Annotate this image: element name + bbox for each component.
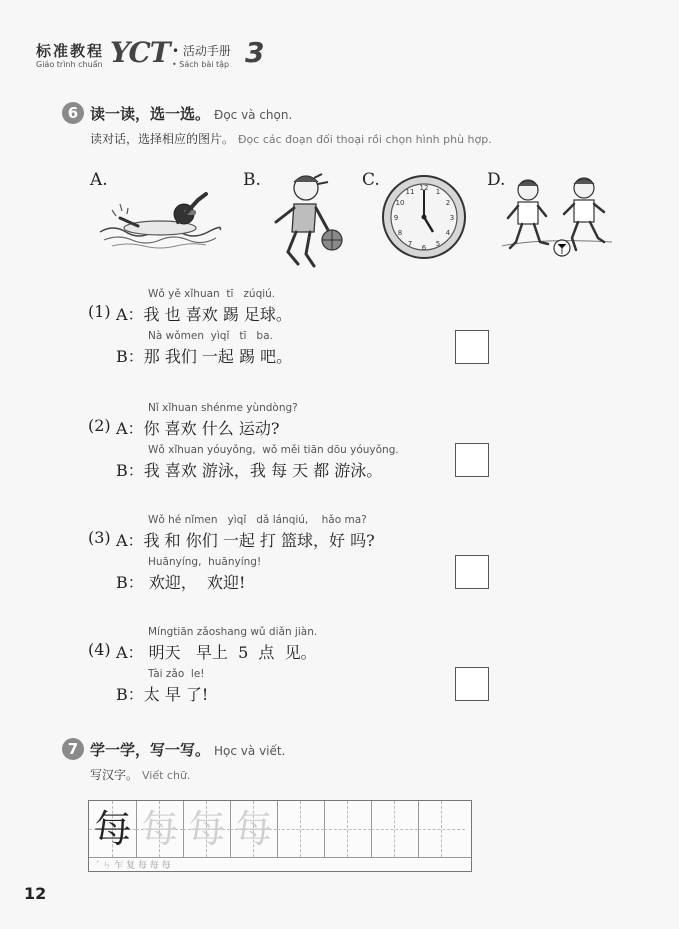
- answer-box-4[interactable]: [455, 667, 489, 701]
- answer-box-2[interactable]: [455, 443, 489, 477]
- clock-numeral: 1: [435, 188, 441, 196]
- exercise-6-instruction-cn: 读对话，选择相应的图片。: [90, 132, 235, 146]
- exercise-7-title-cn: 学一学，写一写。: [90, 741, 211, 759]
- trace-character: 每: [187, 807, 226, 851]
- dialogue-2-a-text: A：你 喜欢 什么 运动?: [116, 419, 280, 438]
- dialogue-3-number: (3): [88, 528, 111, 547]
- dialogue-2-b-pinyin: Wǒ xǐhuan yóuyǒng, wǒ měi tiān dōu yóuyǒng.: [148, 444, 399, 456]
- grid-cell[interactable]: [136, 801, 184, 857]
- dialogue-2-number: (2): [88, 416, 111, 435]
- dialogue-1-a-text: A：我 也 喜欢 踢 足球。: [116, 305, 292, 324]
- dialogue-1-b-pinyin: Nà wǒmen yìqǐ tī ba.: [148, 330, 273, 342]
- dialogue-2-a-pinyin: Nǐ xǐhuan shénme yùndòng?: [148, 402, 298, 414]
- dialogue-4-b-pinyin: Tài zǎo le!: [148, 668, 205, 680]
- clock-numeral: 12: [419, 184, 429, 192]
- dialogue-4-a-pinyin: Míngtiān zǎoshang wǔ diǎn jiàn.: [148, 626, 318, 638]
- soccer-boys-icon: [500, 176, 615, 262]
- dialogue-4-number: (4): [88, 640, 111, 659]
- level-number: 3: [245, 36, 265, 69]
- trace-character: 每: [140, 807, 179, 851]
- model-character: 每: [93, 807, 132, 851]
- dialogue-1-a-pinyin: Wǒ yě xǐhuan tī zúqiú.: [148, 288, 276, 300]
- page-number: 12: [24, 884, 47, 903]
- exercise-6-title-cn: 读一读，选一选。: [90, 105, 211, 123]
- exercise-6-title-vi: Đọc và chọn.: [214, 108, 293, 122]
- option-c-letter: C.: [362, 170, 380, 190]
- answer-box-1[interactable]: [455, 330, 489, 364]
- grid-cell[interactable]: [230, 801, 278, 857]
- exercise-7-title: [90, 739, 285, 760]
- grid-cell[interactable]: [183, 801, 231, 857]
- grid-cell[interactable]: [89, 801, 137, 857]
- clock-icon: [381, 174, 467, 260]
- exercise-7-title-vi: Học và viết.: [214, 744, 286, 758]
- clock-numeral: 4: [445, 229, 451, 237]
- dialogue-3-b-pinyin: Huānyíng, huānyíng!: [148, 556, 262, 568]
- dialogue-3-b-text: B： 欢迎， 欢迎!: [116, 573, 246, 592]
- clock-numeral: 2: [445, 199, 451, 207]
- writing-grid: [88, 800, 472, 872]
- clock-numeral: 8: [397, 229, 403, 237]
- clock-numeral: 6: [421, 244, 427, 252]
- dialogue-4-a-text: A： 明天 早上 5 点 见。: [116, 643, 317, 662]
- clock-numeral: 3: [449, 214, 455, 222]
- dialogue-1-b-text: B：那 我们 一起 踢 吧。: [116, 347, 293, 366]
- grid-cell[interactable]: [371, 801, 419, 857]
- dialogue-4-b-text: B：太 早 了!: [116, 685, 209, 704]
- book-title-cn: 标准教程: [36, 42, 105, 60]
- dialogue-1-number: (1): [88, 302, 111, 321]
- clock-numeral: 11: [405, 188, 415, 196]
- clock-numeral: 10: [395, 199, 405, 207]
- answer-box-3[interactable]: [455, 555, 489, 589]
- exercise-7-instruction-cn: 写汉字。: [90, 768, 139, 782]
- clock-numeral: 5: [435, 240, 441, 248]
- dialogue-3-a-pinyin: Wǒ hé nǐmen yìqǐ dǎ lánqiú, hǎo ma?: [148, 514, 367, 526]
- exercise-6-instruction-vi: Đọc các đoạn đối thoại rồi chọn hình phù hợp.: [238, 133, 492, 146]
- stroke-order: ˊ ㄣ 乍 复 每 每 每: [95, 861, 171, 871]
- option-a-letter: A.: [90, 170, 108, 190]
- clock-numeral: 7: [407, 240, 413, 248]
- exercise-7-instruction-vi: Viết chữ.: [142, 769, 191, 782]
- exercise-7-number: 7: [62, 738, 84, 760]
- workbook-label-vi: • Sách bài tập: [172, 60, 230, 69]
- exercise-6-instruction: [90, 130, 492, 147]
- basketball-girl-icon: [248, 172, 348, 272]
- workbook-label-cn: • 活动手册: [172, 44, 231, 58]
- exercise-6-title: [90, 103, 292, 124]
- book-title-vi: Giáo trình chuẩn: [36, 60, 103, 69]
- exercise-7-instruction: [90, 766, 190, 783]
- option-d-letter: D.: [487, 170, 506, 190]
- trace-character: 每: [234, 807, 273, 851]
- option-b-letter: B.: [243, 170, 261, 190]
- dialogue-2-b-text: B：我 喜欢 游泳，我 每 天 都 游泳。: [116, 461, 383, 480]
- grid-cell[interactable]: [277, 801, 325, 857]
- yct-logo: YCT: [110, 36, 170, 69]
- exercise-6-number: 6: [62, 102, 84, 124]
- swimmer-icon: [98, 190, 223, 250]
- clock-numeral: 9: [393, 214, 399, 222]
- grid-cell[interactable]: [418, 801, 465, 857]
- grid-cell[interactable]: [324, 801, 372, 857]
- dialogue-3-a-text: A：我 和 你们 一起 打 篮球，好 吗?: [116, 531, 375, 550]
